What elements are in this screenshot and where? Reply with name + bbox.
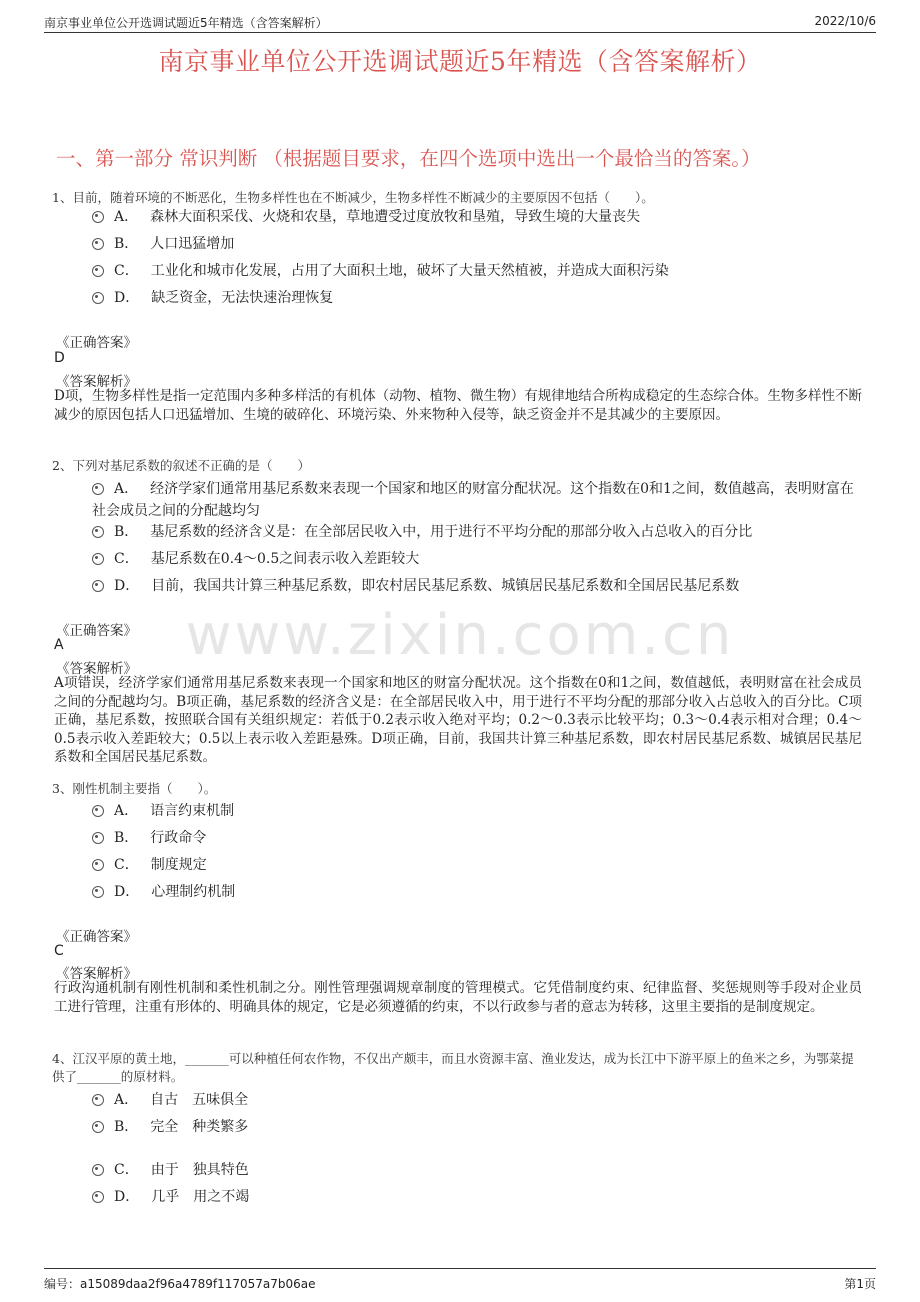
question-3-analysis: 行政沟通机制有刚性机制和柔性机制之分。刚性管理强调规章制度的管理模式。它凭借制度约束、纪律监督、奖惩规则等手段对企业员工进行管理，注重有形体的、明确具体的规定，它是必须遵循的约束，不以行政参与者的意志为转移，这里主要指的是制度规定。	[54, 980, 862, 1015]
question-2-option-a[interactable]: A． 经济学家们通常用基尼系数来表现一个国家和地区的财富分配状况。这个指数在0和1之间，数值越高，表明财富在社会成员之间的分配越均匀	[92, 481, 854, 519]
radio-icon[interactable]	[92, 1191, 104, 1203]
analysis-label: 《答案解析》	[56, 966, 137, 982]
page-title: 南京事业单位公开选调试题近5年精选（含答案解析）	[158, 47, 762, 76]
radio-icon[interactable]	[92, 832, 104, 844]
question-3-answer: C	[54, 943, 64, 959]
question-2-stem: 2、下列对基尼系数的叙述不正确的是（ ）	[52, 458, 310, 473]
question-1-option-b[interactable]: B． 人口迅猛增加	[92, 233, 860, 255]
question-4-stem: 4、江汉平原的黄土地，_______可以种植任何农作物，不仅出产颇丰，而且水资源丰富、渔业发达，成为长江中下游平原上的鱼米之乡，为鄂菜提供了_______的原材料。	[52, 1051, 854, 1084]
analysis-label: 《答案解析》	[56, 374, 137, 390]
question-1-option-d[interactable]: D． 缺乏资金，无法快速治理恢复	[92, 287, 860, 309]
correct-answer-label: 《正确答案》	[56, 929, 137, 945]
section-heading: 一、第一部分 常识判断 （根据题目要求，在四个选项中选出一个最恰当的答案。）	[56, 147, 761, 170]
question-3-option-b[interactable]: B． 行政命令	[92, 827, 860, 849]
radio-icon[interactable]	[92, 805, 104, 817]
watermark: www.zixin.com.cn	[185, 603, 735, 668]
question-4-option-d[interactable]: D． 几乎 用之不竭	[92, 1186, 860, 1208]
radio-icon[interactable]	[92, 886, 104, 898]
header-date: 2022/10/6	[814, 14, 876, 28]
radio-icon[interactable]	[92, 1094, 104, 1106]
question-1-option-c[interactable]: C． 工业化和城市化发展，占用了大面积土地，破坏了大量天然植被，并造成大面积污染	[92, 260, 860, 282]
radio-icon[interactable]	[92, 483, 104, 495]
question-1-stem: 1、目前，随着环境的不断恶化，生物多样性也在不断减少，生物多样性不断减少的主要原因不包括（ ）。	[52, 190, 654, 205]
question-1-analysis: D项，生物多样性是指一定范围内多种多样活的有机体（动物、植物、微生物）有规律地结合所构成稳定的生态综合体。生物多样性不断减少的原因包括人口迅猛增加、生境的破碎化、环境污染、外来物种入侵等，缺乏资金并不是其减少的主要原因。	[54, 388, 862, 423]
analysis-label: 《答案解析》	[56, 661, 137, 677]
question-4-option-a[interactable]: A． 自古 五味俱全	[92, 1089, 860, 1111]
correct-answer-label: 《正确答案》	[56, 335, 137, 351]
radio-icon[interactable]	[92, 292, 104, 304]
question-2-answer: A	[54, 637, 64, 653]
question-2-option-b[interactable]: B． 基尼系数的经济含义是：在全部居民收入中，用于进行不平均分配的那部分收入占总收入的百分比	[92, 521, 860, 543]
question-2-option-c[interactable]: C． 基尼系数在0.4～0.5之间表示收入差距较大	[92, 548, 860, 570]
question-4-option-c[interactable]: C． 由于 独具特色	[92, 1159, 860, 1181]
page-footer	[44, 1268, 876, 1295]
question-1-answer: D	[54, 350, 65, 366]
question-2-option-d[interactable]: D． 目前，我国共计算三种基尼系数，即农村居民基尼系数、城镇居民基尼系数和全国居民基尼系数	[92, 575, 860, 597]
radio-icon[interactable]	[92, 265, 104, 277]
question-3-stem: 3、刚性机制主要指（ ）。	[52, 781, 217, 796]
question-4-option-b[interactable]: B． 完全 种类繁多	[92, 1116, 860, 1138]
header-doc-title: 南京事业单位公开选调试题近5年精选（含答案解析）	[44, 16, 328, 30]
radio-icon[interactable]	[92, 553, 104, 565]
footer-doc-id: 编号：a15089daa2f96a4789f117057a7b06ae	[44, 1277, 316, 1291]
footer-page-number: 第1页	[844, 1277, 876, 1291]
radio-icon[interactable]	[92, 1121, 104, 1133]
page-header	[44, 10, 876, 33]
question-3-option-c[interactable]: C． 制度规定	[92, 854, 860, 876]
question-2-analysis: A项错误，经济学家们通常用基尼系数来表现一个国家和地区的财富分配状况。这个指数在0和1之间，数值越低，表明财富在社会成员之间的分配越均匀。B项正确，基尼系数的经济含义是：在全部居民收入中，用于进行不平均分配的那部分收入占总收入的百分比。C项正确，基尼系数，按照联合国有关组织规定：若低于0.2表示收入绝对平均；0.2～0.3表示比较平均；0.3～0.4表示相对合理；0.4～0.5表示收入差距较大；0.5以上表示收入差距悬殊。D项正确，目前，我国共计算三种基尼系数，即农村居民基尼系数、城镇居民基尼系数和全国居民基尼系数。	[54, 675, 862, 765]
correct-answer-label: 《正确答案》	[56, 623, 137, 639]
question-1-option-a[interactable]: A． 森林大面积采伐、火烧和农垦，草地遭受过度放牧和垦殖，导致生境的大量丧失	[92, 206, 860, 228]
radio-icon[interactable]	[92, 1164, 104, 1176]
radio-icon[interactable]	[92, 238, 104, 250]
radio-icon[interactable]	[92, 526, 104, 538]
question-3-option-d[interactable]: D． 心理制约机制	[92, 881, 860, 903]
question-3-option-a[interactable]: A． 语言约束机制	[92, 800, 860, 822]
radio-icon[interactable]	[92, 580, 104, 592]
radio-icon[interactable]	[92, 211, 104, 223]
radio-icon[interactable]	[92, 859, 104, 871]
